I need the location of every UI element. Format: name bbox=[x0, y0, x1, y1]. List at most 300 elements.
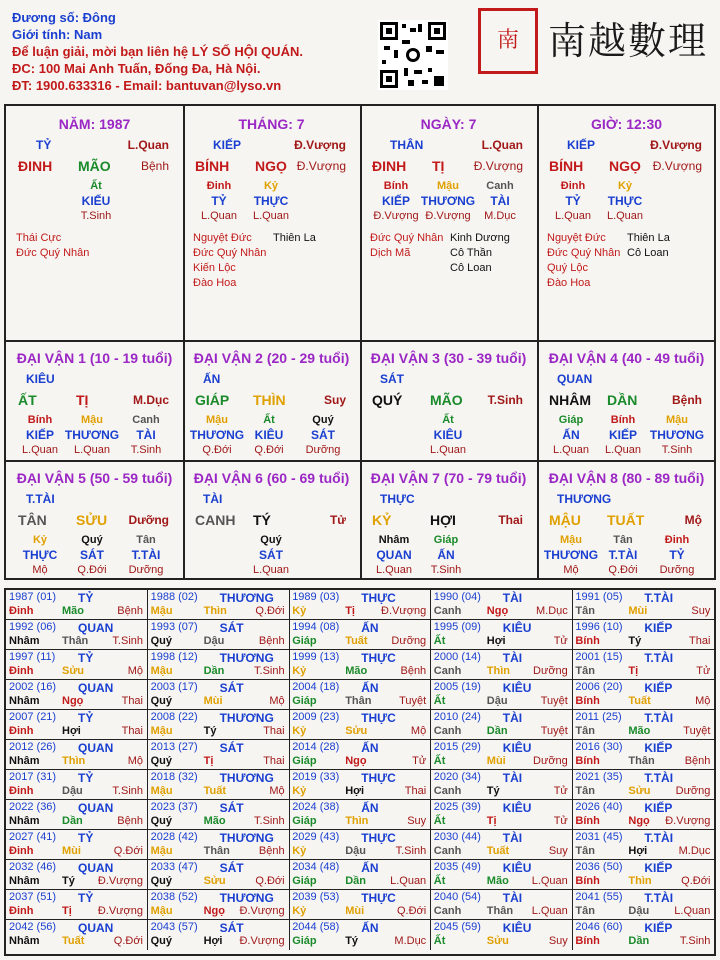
year-label: 2040 (54) bbox=[433, 891, 481, 903]
year-stage: Q.Đới bbox=[113, 935, 143, 947]
year-branch: Sửu bbox=[628, 785, 651, 797]
year-label: 2030 (44) bbox=[433, 831, 481, 843]
year-god: T.TÀI bbox=[644, 831, 674, 845]
year-branch: Mùi bbox=[345, 905, 365, 917]
year-god: T.TÀI bbox=[644, 591, 674, 605]
year-stage: Mộ bbox=[269, 785, 285, 797]
year-stem: Ất bbox=[433, 935, 446, 947]
year-stem: Giáp bbox=[292, 695, 317, 707]
year-god: QUAN bbox=[78, 621, 114, 635]
year-stage: Tử bbox=[696, 665, 711, 677]
year-label: 1990 (04) bbox=[433, 591, 481, 603]
header-line: Giới tính: Nam bbox=[12, 27, 103, 42]
year-god: ẤN bbox=[361, 921, 379, 935]
year-label: 2029 (43) bbox=[292, 831, 340, 843]
pillar-branch-stage: Bệnh bbox=[140, 159, 169, 173]
hidden-stem: Mậu bbox=[666, 414, 688, 426]
year-label: 2006 (20) bbox=[575, 681, 623, 693]
year-label: 2039 (53) bbox=[292, 891, 340, 903]
hidden-god: T.TÀI bbox=[131, 548, 161, 562]
year-stage: Tử bbox=[553, 815, 568, 827]
year-cell bbox=[6, 740, 148, 770]
year-cell bbox=[572, 740, 714, 770]
luck-title: ĐẠI VẬN 4 (40 - 49 tuổi) bbox=[548, 350, 705, 366]
year-god: ẤN bbox=[361, 741, 379, 755]
hidden-stage: T.Sinh bbox=[130, 444, 162, 456]
pillar-title: NĂM: 1987 bbox=[58, 116, 131, 132]
year-stage: T.Sinh bbox=[679, 935, 711, 947]
year-branch: Tý bbox=[62, 875, 75, 887]
year-stage: Tử bbox=[412, 755, 427, 767]
chart-cell bbox=[537, 462, 716, 578]
year-stage: M.Dục bbox=[536, 605, 568, 617]
year-label: 2009 (23) bbox=[292, 711, 340, 723]
year-branch: Tị bbox=[486, 815, 497, 827]
year-label: 2045 (59) bbox=[433, 921, 481, 933]
hidden-stem: Mậu bbox=[437, 180, 459, 192]
year-stem: Nhâm bbox=[9, 755, 40, 767]
year-label: 1999 (13) bbox=[292, 651, 340, 663]
year-cell bbox=[289, 710, 431, 740]
hidden-god: KIÊU bbox=[433, 428, 463, 442]
year-label: 1989 (03) bbox=[292, 591, 340, 603]
year-branch: Hợi bbox=[203, 935, 223, 947]
year-label: 2028 (42) bbox=[150, 831, 198, 843]
year-god: KIẾP bbox=[644, 801, 673, 815]
year-stage: Tuyệt bbox=[540, 725, 568, 737]
year-branch: Hợi bbox=[486, 635, 506, 647]
year-god: THƯƠNG bbox=[219, 711, 274, 725]
year-label: 1997 (11) bbox=[9, 651, 56, 663]
year-stage: Bệnh bbox=[684, 755, 711, 767]
year-god: THƯƠNG bbox=[219, 591, 274, 605]
year-stem: Kỷ bbox=[292, 605, 307, 617]
year-stage: Tuyệt bbox=[683, 725, 711, 737]
year-stage: Mộ bbox=[127, 665, 143, 677]
year-stem: Nhâm bbox=[9, 815, 40, 827]
luck-title: ĐẠI VẬN 6 (60 - 69 tuổi) bbox=[193, 470, 350, 486]
year-label: 2008 (22) bbox=[150, 711, 198, 723]
year-cell bbox=[572, 620, 714, 650]
star-left: Dịch Mã bbox=[370, 247, 411, 259]
year-branch: Tị bbox=[203, 755, 214, 767]
year-god: KIÊU bbox=[502, 861, 532, 875]
year-cell bbox=[289, 590, 431, 620]
year-god: T.TÀI bbox=[644, 651, 674, 665]
year-god: SÁT bbox=[219, 681, 244, 695]
year-cell bbox=[289, 830, 431, 860]
year-label: 2024 (38) bbox=[292, 801, 340, 813]
year-label: 2031 (45) bbox=[575, 831, 623, 843]
year-cell bbox=[148, 920, 290, 950]
year-stage: Dưỡng bbox=[391, 635, 427, 647]
luck-branch: TÝ bbox=[253, 512, 271, 528]
year-branch: Mão bbox=[62, 605, 84, 617]
hidden-god: ẤN bbox=[437, 548, 455, 562]
pillar-branch: NGỌ bbox=[609, 158, 641, 174]
year-label: 2010 (24) bbox=[433, 711, 481, 723]
year-cell bbox=[572, 770, 714, 800]
hidden-stage: Q.Đới bbox=[202, 444, 232, 456]
luck-stem: KỶ bbox=[372, 512, 392, 528]
year-stem: Đinh bbox=[9, 905, 34, 917]
year-stage: Mộ bbox=[695, 695, 711, 707]
year-branch: Hợi bbox=[62, 725, 81, 737]
star-right: Thiên La bbox=[273, 232, 316, 244]
year-branch: Mùi bbox=[62, 845, 81, 857]
star-left: Nguyệt Đức bbox=[547, 232, 606, 244]
hidden-god: THƯƠNG bbox=[420, 194, 476, 208]
year-stage: Bệnh bbox=[117, 605, 143, 617]
seal-stamp: 南 bbox=[478, 8, 538, 74]
hidden-stage: Mộ bbox=[32, 564, 48, 576]
hidden-stem: Bính bbox=[383, 180, 409, 192]
year-stage: Đ.Vượng bbox=[381, 605, 427, 617]
year-cell bbox=[431, 800, 573, 830]
star-left: Thái Cực bbox=[16, 232, 62, 244]
year-cell bbox=[148, 800, 290, 830]
hidden-stem: Kỷ bbox=[617, 180, 633, 192]
year-god: QUAN bbox=[78, 801, 114, 815]
pillar-title: THÁNG: 7 bbox=[238, 116, 305, 132]
year-stem: Nhâm bbox=[9, 695, 40, 707]
year-label: 2018 (32) bbox=[150, 771, 198, 783]
year-stem: Tân bbox=[575, 725, 595, 737]
year-branch: Dần bbox=[345, 875, 366, 887]
year-branch: Mão bbox=[628, 725, 651, 737]
hidden-stem: Tân bbox=[136, 534, 156, 546]
hidden-stage: Q.Đới bbox=[254, 444, 284, 456]
year-branch: Thìn bbox=[345, 815, 369, 827]
year-god: TỶ bbox=[78, 711, 94, 725]
star-left: Đức Quý Nhân bbox=[370, 232, 444, 244]
year-stem: Mậu bbox=[150, 905, 173, 917]
chart-grid bbox=[4, 104, 716, 580]
year-cell bbox=[6, 650, 148, 680]
hidden-stage: Dưỡng bbox=[128, 564, 164, 576]
year-god: SÁT bbox=[219, 861, 244, 875]
year-god: QUAN bbox=[78, 681, 114, 695]
star-left: Nguyệt Đức bbox=[193, 232, 252, 244]
year-label: 2011 (25) bbox=[575, 711, 622, 723]
year-cell bbox=[431, 830, 573, 860]
year-cell bbox=[431, 620, 573, 650]
year-stem: Canh bbox=[433, 905, 462, 917]
year-stem: Giáp bbox=[292, 815, 317, 827]
luck-top-god: THƯƠNG bbox=[557, 492, 612, 506]
year-cell bbox=[431, 650, 573, 680]
year-stage: Đ.Vượng bbox=[239, 905, 285, 917]
year-branch: Thìn bbox=[486, 665, 511, 677]
year-cell bbox=[6, 830, 148, 860]
luck-stem: ẤT bbox=[18, 392, 37, 408]
year-branch: Ngọ bbox=[345, 755, 367, 767]
hidden-stem: Giáp bbox=[433, 534, 459, 546]
year-cell bbox=[431, 740, 573, 770]
hidden-stage: T.Sinh bbox=[430, 564, 462, 576]
year-stage: L.Quan bbox=[674, 905, 711, 917]
pillar-stem: BÍNH bbox=[549, 158, 584, 174]
year-label: 1988 (02) bbox=[150, 591, 198, 603]
year-cell bbox=[431, 680, 573, 710]
year-god: SÁT bbox=[219, 801, 244, 815]
year-label: 2033 (47) bbox=[150, 861, 198, 873]
year-stem: Nhâm bbox=[9, 635, 40, 647]
header-line: Để luận giải, mời bạn liên hệ LÝ SỐ HỘI QUÁN. bbox=[12, 44, 303, 59]
year-god: KIÊU bbox=[502, 621, 532, 635]
hidden-stage: L.Quan bbox=[552, 444, 590, 456]
year-god: TÀI bbox=[502, 831, 523, 845]
year-branch: Tuất bbox=[203, 785, 226, 797]
year-stage: Q.Đới bbox=[681, 875, 711, 887]
year-cell bbox=[572, 920, 714, 950]
year-stage: Đ.Vượng bbox=[665, 815, 711, 827]
hidden-god: SÁT bbox=[259, 548, 283, 562]
year-god: TÀI bbox=[502, 771, 523, 785]
hidden-god: THƯƠNG bbox=[64, 428, 120, 442]
luck-branch: MÃO bbox=[430, 392, 463, 408]
year-god: SÁT bbox=[219, 741, 244, 755]
year-stem: Mậu bbox=[150, 605, 173, 617]
chart-cell bbox=[183, 342, 362, 462]
luck-top-god: KIÊU bbox=[26, 372, 55, 386]
luck-stage: Suy bbox=[323, 393, 346, 407]
year-stem: Canh bbox=[433, 785, 462, 797]
year-branch: Dậu bbox=[203, 635, 225, 647]
hidden-god: KIẾP bbox=[25, 428, 54, 442]
luck-top-god: SÁT bbox=[380, 372, 404, 386]
year-label: 1992 (06) bbox=[9, 621, 57, 633]
pillar-branch-stage: Đ.Vượng bbox=[473, 159, 523, 173]
year-cell bbox=[431, 860, 573, 890]
year-god: THỰC bbox=[361, 591, 396, 605]
year-stem: Giáp bbox=[292, 935, 317, 947]
hidden-stage: M.Dục bbox=[484, 210, 516, 222]
hidden-stem: Kỷ bbox=[32, 534, 48, 546]
luck-title: ĐẠI VẬN 5 (50 - 59 tuổi) bbox=[16, 470, 173, 486]
hidden-stage: Dưỡng bbox=[659, 564, 695, 576]
year-branch: Thân bbox=[345, 695, 372, 707]
pillar-stem: ĐINH bbox=[18, 158, 53, 174]
star-left: Đức Quý Nhân bbox=[16, 247, 90, 259]
year-branch: Tuất bbox=[62, 935, 85, 947]
luck-top-god: QUAN bbox=[557, 372, 593, 386]
year-stage: Suy bbox=[548, 845, 568, 857]
year-label: 2036 (50) bbox=[575, 861, 623, 873]
chart-cell bbox=[6, 342, 185, 462]
year-branch: Tị bbox=[628, 665, 639, 677]
luck-stage: Thai bbox=[498, 513, 523, 527]
year-cell bbox=[289, 920, 431, 950]
year-stage: Dưỡng bbox=[533, 755, 568, 767]
hidden-stem: Mậu bbox=[81, 414, 103, 426]
year-stem: Bính bbox=[575, 695, 600, 707]
year-stage: Mộ bbox=[410, 725, 427, 737]
year-stem: Giáp bbox=[292, 755, 317, 767]
hidden-stem: Quý bbox=[81, 534, 103, 546]
year-stem: Canh bbox=[433, 665, 462, 677]
year-branch: Dần bbox=[203, 665, 225, 677]
pillar-top-stage: Đ.Vượng bbox=[294, 138, 346, 152]
year-stage: Dưỡng bbox=[675, 785, 711, 797]
year-stage: Q.Đới bbox=[113, 845, 143, 857]
hidden-stage: Dưỡng bbox=[305, 444, 341, 456]
year-stem: Quý bbox=[150, 875, 172, 887]
luck-stage: M.Dục bbox=[133, 393, 169, 407]
year-label: 2041 (55) bbox=[575, 891, 623, 903]
hidden-god: SÁT bbox=[311, 428, 335, 442]
year-cell bbox=[289, 620, 431, 650]
hidden-stem: Giáp bbox=[558, 414, 584, 426]
year-cell bbox=[6, 710, 148, 740]
luck-title: ĐẠI VẬN 2 (20 - 29 tuổi) bbox=[193, 350, 350, 366]
pillar-stem: ĐINH bbox=[372, 158, 407, 174]
year-branch: Mão bbox=[203, 815, 226, 827]
luck-title: ĐẠI VẬN 1 (10 - 19 tuổi) bbox=[16, 350, 173, 366]
year-label: 2037 (51) bbox=[9, 891, 57, 903]
star-left: Kiến Lộc bbox=[193, 262, 236, 274]
hidden-stage: Q.Đới bbox=[77, 564, 107, 576]
year-stage: Thai bbox=[263, 725, 285, 737]
luck-top-god: ẤN bbox=[203, 372, 221, 386]
year-label: 2025 (39) bbox=[433, 801, 481, 813]
year-stem: Mậu bbox=[150, 845, 173, 857]
pillar-stem: BÍNH bbox=[195, 158, 230, 174]
year-label: 2019 (33) bbox=[292, 771, 340, 783]
year-stem: Đinh bbox=[9, 785, 34, 797]
luck-stem: GIÁP bbox=[195, 392, 230, 408]
year-stage: Q.Đới bbox=[255, 605, 285, 617]
year-god: TÀI bbox=[502, 651, 523, 665]
luck-title: ĐẠI VẬN 7 (70 - 79 tuổi) bbox=[370, 470, 527, 486]
year-cell bbox=[6, 920, 148, 950]
year-god: KIÊU bbox=[502, 741, 532, 755]
hidden-god: THƯƠNG bbox=[543, 548, 599, 562]
year-stage: L.Quan bbox=[531, 875, 568, 887]
year-label: 2032 (46) bbox=[9, 861, 57, 873]
year-stage: Suy bbox=[407, 815, 427, 827]
year-god: KIÊU bbox=[502, 681, 532, 695]
year-god: SÁT bbox=[219, 921, 244, 935]
year-cell bbox=[6, 800, 148, 830]
year-label: 2004 (18) bbox=[292, 681, 340, 693]
year-stage: Mộ bbox=[269, 695, 285, 707]
pillar-branch-stage: Đ.Vượng bbox=[652, 159, 702, 173]
year-stem: Mậu bbox=[150, 725, 173, 737]
year-stem: Đinh bbox=[9, 665, 34, 677]
pillar-top-god: TỶ bbox=[36, 138, 52, 152]
year-branch: Ngọ bbox=[628, 815, 650, 827]
header-line: ĐT: 1900.633316 - Email: bantuvan@lyso.vn bbox=[12, 78, 282, 93]
star-right: Kinh Dương bbox=[450, 232, 510, 244]
year-label: 1998 (12) bbox=[150, 651, 198, 663]
year-branch: Tý bbox=[203, 725, 217, 737]
year-branch: Ngọ bbox=[486, 605, 509, 617]
year-label: 2015 (29) bbox=[433, 741, 481, 753]
year-branch: Ngọ bbox=[62, 695, 84, 707]
year-cell bbox=[148, 650, 290, 680]
hidden-stem: Canh bbox=[132, 414, 160, 426]
year-god: TÀI bbox=[502, 591, 523, 605]
annual-table bbox=[4, 588, 716, 956]
year-stem: Kỷ bbox=[292, 725, 307, 737]
year-label: 1993 (07) bbox=[150, 621, 198, 633]
year-cell bbox=[6, 860, 148, 890]
year-stem: Bính bbox=[575, 935, 600, 947]
year-god: ẤN bbox=[361, 801, 379, 815]
year-branch: Thân bbox=[486, 905, 514, 917]
hidden-stage: L.Quan bbox=[252, 210, 290, 222]
year-branch: Thìn bbox=[203, 605, 227, 617]
year-cell bbox=[148, 770, 290, 800]
year-god: THỰC bbox=[361, 771, 396, 785]
year-branch: Tị bbox=[62, 905, 72, 917]
year-stage: Bệnh bbox=[258, 635, 285, 647]
year-cell bbox=[148, 710, 290, 740]
year-branch: Thân bbox=[203, 845, 230, 857]
year-stem: Giáp bbox=[292, 875, 317, 887]
year-label: 2000 (14) bbox=[433, 651, 481, 663]
year-stage: Bệnh bbox=[400, 665, 427, 677]
year-branch: Tý bbox=[486, 785, 500, 797]
pillar-top-god: KIẾP bbox=[567, 138, 596, 152]
year-god: QUAN bbox=[78, 861, 114, 875]
hidden-god: THƯƠNG bbox=[189, 428, 245, 442]
year-god: TỶ bbox=[78, 891, 94, 905]
hidden-stage: Đ.Vượng bbox=[373, 210, 419, 222]
year-branch: Dần bbox=[62, 815, 83, 827]
year-branch: Dậu bbox=[486, 695, 508, 707]
year-cell bbox=[148, 860, 290, 890]
year-branch: Dậu bbox=[345, 845, 366, 857]
year-god: KIẾP bbox=[644, 681, 673, 695]
hidden-stem: Tân bbox=[613, 534, 633, 546]
year-god: THỰC bbox=[361, 711, 396, 725]
year-cell bbox=[6, 680, 148, 710]
year-stage: Suy bbox=[548, 935, 568, 947]
year-stage: T.Sinh bbox=[395, 845, 427, 857]
luck-top-god: T.TÀI bbox=[26, 492, 55, 506]
year-branch: Mùi bbox=[486, 755, 506, 767]
year-label: 2042 (56) bbox=[9, 921, 57, 933]
year-stage: Thai bbox=[121, 725, 143, 737]
year-label: 2026 (40) bbox=[575, 801, 623, 813]
year-stage: Tuyệt bbox=[540, 695, 568, 707]
year-god: THỰC bbox=[361, 831, 396, 845]
year-god: KIẾP bbox=[644, 741, 673, 755]
year-branch: Sửu bbox=[486, 935, 509, 947]
star-right: Thiên La bbox=[627, 232, 670, 244]
year-label: 1996 (10) bbox=[575, 621, 623, 633]
year-label: 2027 (41) bbox=[9, 831, 57, 843]
year-label: 2007 (21) bbox=[9, 711, 57, 723]
year-cell bbox=[6, 890, 148, 920]
year-cell bbox=[431, 770, 573, 800]
hidden-god: ẤN bbox=[562, 428, 580, 442]
year-stem: Kỷ bbox=[292, 845, 307, 857]
year-label: 2023 (37) bbox=[150, 801, 198, 813]
year-god: THƯƠNG bbox=[219, 831, 274, 845]
hidden-stem: Quý bbox=[260, 534, 282, 546]
pillar-top-god: THÂN bbox=[390, 138, 424, 152]
year-stem: Canh bbox=[433, 605, 462, 617]
luck-branch: THÌN bbox=[253, 392, 286, 408]
year-god: KIÊU bbox=[502, 921, 532, 935]
year-stem: Ất bbox=[433, 755, 446, 767]
year-god: KIẾP bbox=[644, 921, 673, 935]
year-cell bbox=[431, 890, 573, 920]
chart-cell bbox=[537, 342, 716, 462]
